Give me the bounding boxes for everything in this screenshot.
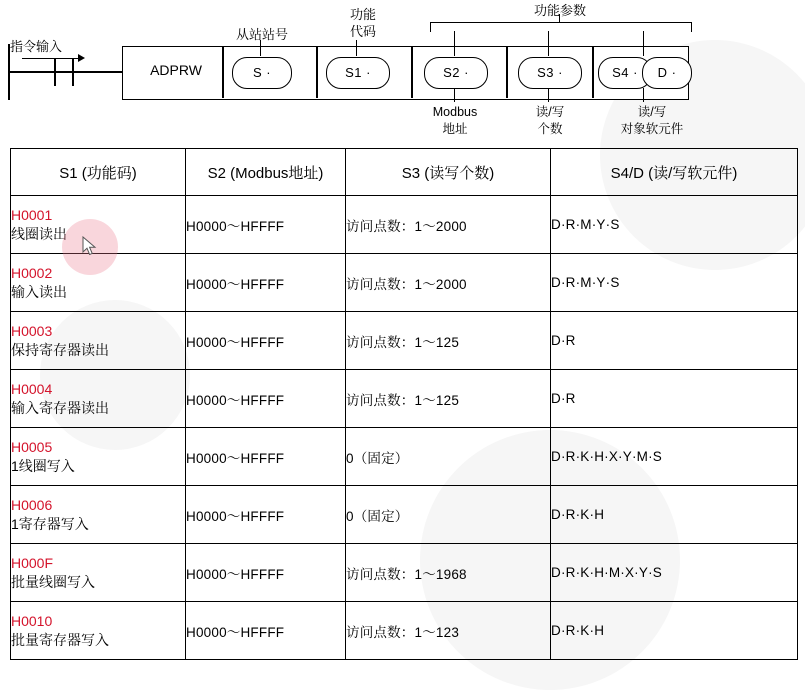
label-slave-station: 从站站号 <box>235 27 288 42</box>
operand-s4: S4 · <box>598 57 652 89</box>
box-divider-2 <box>316 46 318 98</box>
col-header-s2: S2 (Modbus地址) <box>186 149 346 196</box>
label-function-param: 功能参数 <box>533 3 586 18</box>
table-row <box>11 370 798 428</box>
label-rw-count-line2: 个数 <box>537 122 563 136</box>
operand-s3: S3 · <box>518 57 582 89</box>
contact-left-bar-icon <box>54 58 56 86</box>
cell-devices: D·R·K·H <box>551 486 798 544</box>
table-row <box>11 254 798 312</box>
function-desc-value: 输入寄存器读出 <box>11 399 109 416</box>
tick-s3 <box>548 31 549 56</box>
cell-function-code <box>11 428 186 486</box>
function-code-value: H000F <box>11 554 54 571</box>
table-row <box>11 486 798 544</box>
label-modbus-line1: Modbus <box>432 105 478 119</box>
cell-rw-count: 0（固定） <box>346 486 551 544</box>
cell-rw-count: 访问点数：1～125 <box>346 370 551 428</box>
instruction-name: ADPRW <box>150 62 202 78</box>
cell-modbus-address: H0000～HFFFF <box>186 254 346 312</box>
cell-function-code <box>11 254 186 312</box>
ladder-diagram <box>0 0 805 148</box>
function-desc-value: 批量线圈写入 <box>11 573 95 590</box>
function-param-bracket <box>430 22 692 32</box>
box-divider-3 <box>411 46 413 98</box>
function-desc-value: 线圈读出 <box>11 225 67 242</box>
label-function-code-line1: 功能 <box>349 7 376 22</box>
function-code-value: H0005 <box>11 438 53 455</box>
function-desc-value: 1寄存器写入 <box>11 515 89 532</box>
cell-function-code <box>11 544 186 602</box>
function-code-value: H0003 <box>11 322 53 339</box>
box-divider-5 <box>592 46 594 98</box>
table-head <box>11 149 798 196</box>
tick-s2 <box>454 31 455 56</box>
modbus-function-table <box>10 148 798 660</box>
tick-count-label <box>548 88 549 102</box>
function-code-value: H0002 <box>11 264 53 281</box>
table-header-row <box>11 149 798 196</box>
cell-devices: D·R·K·H·X·Y·M·S <box>551 428 798 486</box>
operand-s2: S2 · <box>424 57 488 89</box>
label-rw-object-line2: 对象软元件 <box>620 122 684 136</box>
box-divider-4 <box>506 46 508 98</box>
tick-funccode <box>356 40 357 56</box>
col-header-s3: S3 (读写个数) <box>346 149 551 196</box>
cell-devices: D·R·K·H·M·X·Y·S <box>551 544 798 602</box>
cell-function-code <box>11 312 186 370</box>
cell-devices: D·R·M·Y·S <box>551 254 798 312</box>
tick-modbus-label <box>454 88 455 102</box>
cell-modbus-address: H0000～HFFFF <box>186 486 346 544</box>
cell-function-code <box>11 486 186 544</box>
cell-rw-count: 0（固定） <box>346 428 551 486</box>
operand-s: S · <box>232 57 292 89</box>
cell-modbus-address: H0000～HFFFF <box>186 370 346 428</box>
label-function-code-line2: 代码 <box>349 24 376 39</box>
label-rw-count-line1: 读/写 <box>535 105 565 119</box>
cell-devices: D·R·M·Y·S <box>551 196 798 254</box>
col-header-s1: S1 (功能码) <box>11 149 186 196</box>
operand-s1: S1 · <box>326 57 390 89</box>
tick-object-label <box>643 88 644 102</box>
label-modbus-line2: 地址 <box>442 122 468 136</box>
label-function-code <box>318 6 408 40</box>
function-desc-value: 1线圈写入 <box>11 457 75 474</box>
operand-d: D · <box>642 57 692 89</box>
cell-rw-count: 访问点数：1～123 <box>346 602 551 660</box>
function-desc-value: 批量寄存器写入 <box>11 631 109 648</box>
cell-rw-count: 访问点数：1～125 <box>346 312 551 370</box>
label-modbus-address <box>400 104 510 138</box>
label-rw-count <box>500 104 600 138</box>
function-code-value: H0010 <box>11 612 53 629</box>
table-row <box>11 428 798 486</box>
col-header-s4d: S4/D (读/写软元件) <box>551 149 798 196</box>
function-code-value: H0006 <box>11 496 53 513</box>
function-code-value: H0001 <box>11 206 53 223</box>
cell-rw-count: 访问点数：1～2000 <box>346 254 551 312</box>
table-row <box>11 196 798 254</box>
cell-devices: D·R·K·H <box>551 602 798 660</box>
table-body <box>11 196 798 660</box>
box-divider-1 <box>222 46 224 98</box>
table-row <box>11 312 798 370</box>
cell-modbus-address: H0000～HFFFF <box>186 428 346 486</box>
cell-rw-count: 访问点数：1～2000 <box>346 196 551 254</box>
cell-devices: D·R <box>551 312 798 370</box>
input-arrow-head-icon <box>78 54 85 62</box>
instruction-input-label: 指令输入 <box>10 39 63 54</box>
cell-devices: D·R <box>551 370 798 428</box>
table-row <box>11 602 798 660</box>
cell-function-code <box>11 602 186 660</box>
cell-function-code <box>11 196 186 254</box>
function-code-value: H0004 <box>11 380 53 397</box>
function-desc-value: 保持寄存器读出 <box>11 341 109 358</box>
cell-modbus-address: H0000～HFFFF <box>186 312 346 370</box>
label-rw-object-line1: 读/写 <box>637 105 667 119</box>
label-rw-object <box>592 104 712 138</box>
table-row <box>11 544 798 602</box>
cell-modbus-address: H0000～HFFFF <box>186 602 346 660</box>
tick-s4d <box>643 31 644 56</box>
cell-modbus-address: H0000～HFFFF <box>186 196 346 254</box>
cell-function-code <box>11 370 186 428</box>
contact-right-bar-icon <box>72 58 74 86</box>
cell-rw-count: 访问点数：1～1968 <box>346 544 551 602</box>
rung-line <box>10 71 122 73</box>
cell-modbus-address: H0000～HFFFF <box>186 544 346 602</box>
function-desc-value: 输入读出 <box>11 283 67 300</box>
